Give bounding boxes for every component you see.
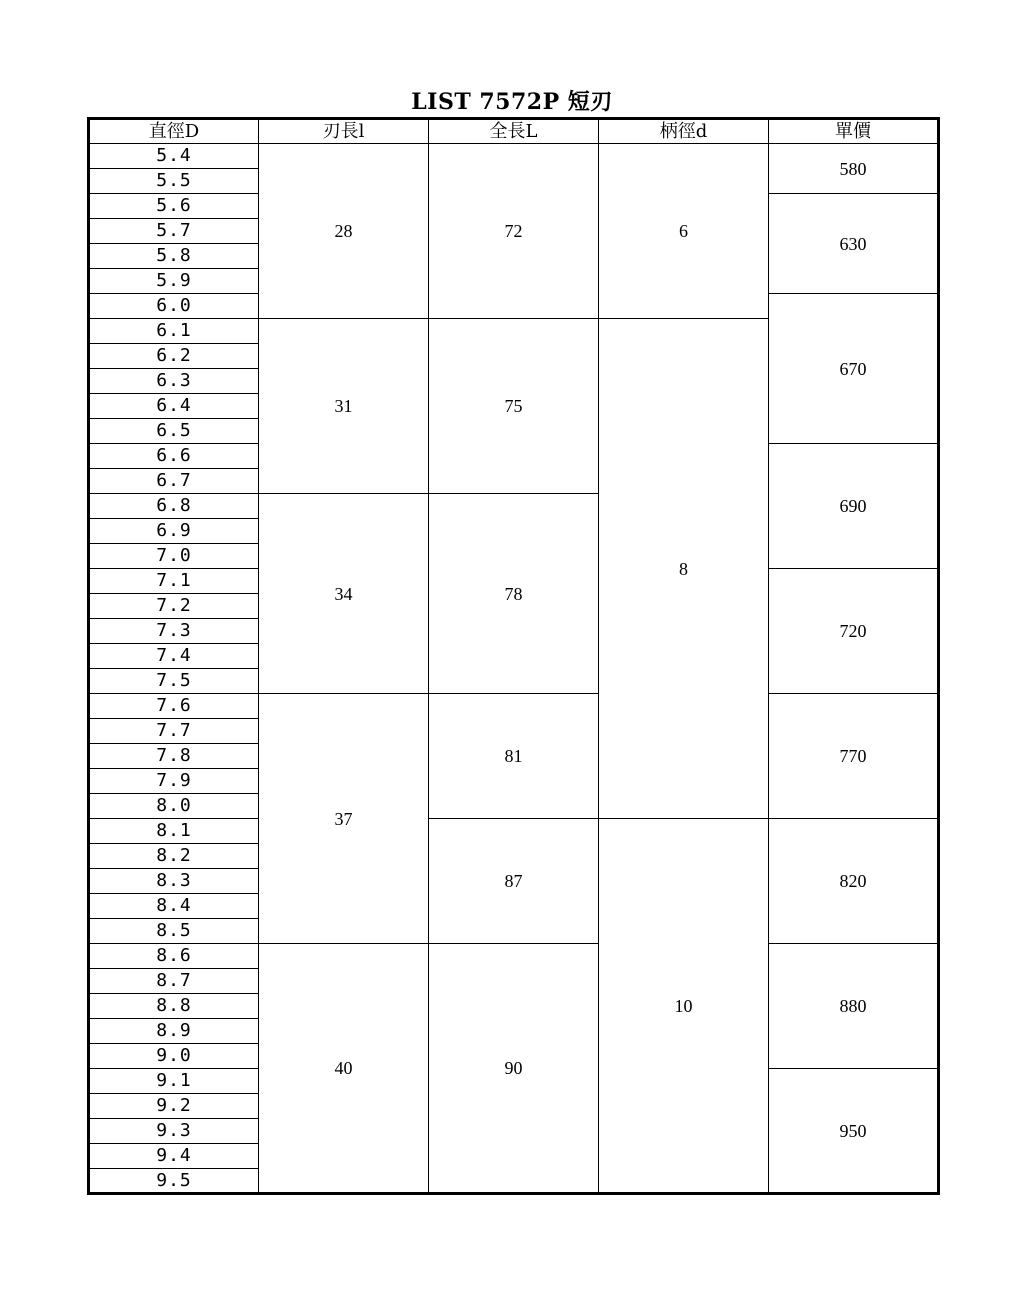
unit-price-cell: 670 (769, 294, 939, 444)
diameter-cell: 7.8 (89, 744, 259, 769)
shank-diameter-cell: 6 (599, 144, 769, 319)
flute-length-cell: 34 (259, 494, 429, 694)
shank-diameter-cell: 8 (599, 319, 769, 819)
diameter-cell: 6.8 (89, 494, 259, 519)
page-title: LIST 7572P 短刃 (411, 89, 613, 115)
diameter-cell: 8.1 (89, 819, 259, 844)
diameter-cell: 8.4 (89, 894, 259, 919)
overall-length-cell: 78 (429, 494, 599, 694)
flute-length-cell: 40 (259, 944, 429, 1194)
diameter-cell: 9.2 (89, 1094, 259, 1119)
diameter-cell: 5.6 (89, 194, 259, 219)
table-body (89, 144, 939, 1194)
diameter-cell: 6.6 (89, 444, 259, 469)
diameter-cell: 7.3 (89, 619, 259, 644)
shank-diameter-cell: 10 (599, 819, 769, 1194)
unit-price-cell: 770 (769, 694, 939, 819)
header-overall-length: 全長L (429, 119, 599, 144)
flute-length-cell: 37 (259, 694, 429, 944)
price-table (87, 117, 940, 1195)
diameter-cell: 6.9 (89, 519, 259, 544)
table-row (89, 819, 939, 844)
diameter-cell: 7.0 (89, 544, 259, 569)
table-row (89, 944, 939, 969)
table-row (89, 144, 939, 169)
unit-price-cell: 690 (769, 444, 939, 569)
overall-length-cell: 87 (429, 819, 599, 944)
diameter-cell: 5.5 (89, 169, 259, 194)
header-shank-diameter: 柄徑d (599, 119, 769, 144)
diameter-cell: 6.0 (89, 294, 259, 319)
diameter-cell: 6.4 (89, 394, 259, 419)
diameter-cell: 6.5 (89, 419, 259, 444)
unit-price-cell: 820 (769, 819, 939, 944)
diameter-cell: 7.4 (89, 644, 259, 669)
diameter-cell: 8.5 (89, 919, 259, 944)
diameter-cell: 8.9 (89, 1019, 259, 1044)
diameter-cell: 6.1 (89, 319, 259, 344)
overall-length-cell: 90 (429, 944, 599, 1194)
diameter-cell: 9.3 (89, 1119, 259, 1144)
diameter-cell: 6.7 (89, 469, 259, 494)
diameter-cell: 8.6 (89, 944, 259, 969)
header-row (89, 119, 939, 144)
table-row (89, 694, 939, 719)
diameter-cell: 8.7 (89, 969, 259, 994)
flute-length-cell: 28 (259, 144, 429, 319)
overall-length-cell: 72 (429, 144, 599, 319)
header-unit-price: 單價 (769, 119, 939, 144)
diameter-cell: 9.0 (89, 1044, 259, 1069)
unit-price-cell: 580 (769, 144, 939, 194)
overall-length-cell: 75 (429, 319, 599, 494)
diameter-cell: 5.8 (89, 244, 259, 269)
header-flute-length: 刃長l (259, 119, 429, 144)
unit-price-cell: 720 (769, 569, 939, 694)
diameter-cell: 7.6 (89, 694, 259, 719)
diameter-cell: 5.4 (89, 144, 259, 169)
diameter-cell: 5.9 (89, 269, 259, 294)
diameter-cell: 5.7 (89, 219, 259, 244)
diameter-cell: 8.0 (89, 794, 259, 819)
diameter-cell: 9.5 (89, 1169, 259, 1194)
flute-length-cell: 31 (259, 319, 429, 494)
diameter-cell: 9.4 (89, 1144, 259, 1169)
diameter-cell: 9.1 (89, 1069, 259, 1094)
header-diameter: 直徑D (89, 119, 259, 144)
diameter-cell: 7.9 (89, 769, 259, 794)
unit-price-cell: 950 (769, 1069, 939, 1194)
diameter-cell: 7.5 (89, 669, 259, 694)
diameter-cell: 8.2 (89, 844, 259, 869)
diameter-cell: 8.3 (89, 869, 259, 894)
diameter-cell: 7.7 (89, 719, 259, 744)
diameter-cell: 6.3 (89, 369, 259, 394)
overall-length-cell: 81 (429, 694, 599, 819)
diameter-cell: 8.8 (89, 994, 259, 1019)
diameter-cell: 7.2 (89, 594, 259, 619)
diameter-cell: 6.2 (89, 344, 259, 369)
unit-price-cell: 880 (769, 944, 939, 1069)
unit-price-cell: 630 (769, 194, 939, 294)
diameter-cell: 7.1 (89, 569, 259, 594)
